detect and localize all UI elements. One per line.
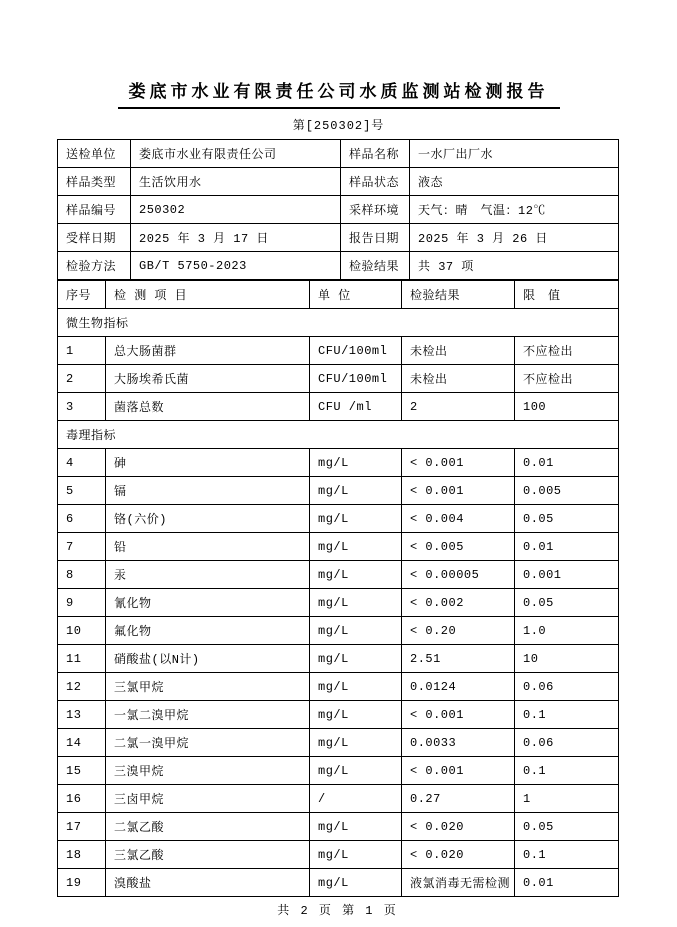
cell-result: 0.0033 (402, 729, 515, 757)
table-row (58, 813, 619, 841)
cell-result: 液氯消毒无需检测 (402, 869, 515, 897)
info-value: 液态 (410, 168, 619, 196)
table-row (58, 477, 619, 505)
cell-limit: 0.01 (515, 533, 619, 561)
cell-limit: 0.1 (515, 701, 619, 729)
cell-unit: mg/L (310, 477, 402, 505)
cell-item: 大肠埃希氏菌 (106, 365, 310, 393)
info-label: 检验方法 (58, 252, 131, 280)
cell-limit: 100 (515, 393, 619, 421)
cell-unit: mg/L (310, 561, 402, 589)
header-result: 检验结果 (402, 281, 515, 309)
cell-unit: mg/L (310, 589, 402, 617)
cell-item: 二氯乙酸 (106, 813, 310, 841)
table-row (58, 561, 619, 589)
cell-item: 镉 (106, 477, 310, 505)
cell-limit: 1.0 (515, 617, 619, 645)
info-label: 样品类型 (58, 168, 131, 196)
cell-no: 19 (58, 869, 106, 897)
section-label: 毒理指标 (58, 421, 619, 449)
cell-unit: mg/L (310, 617, 402, 645)
cell-result: 0.27 (402, 785, 515, 813)
cell-result: 0.0124 (402, 673, 515, 701)
cell-no: 15 (58, 757, 106, 785)
info-label: 检验结果 (341, 252, 410, 280)
cell-unit: / (310, 785, 402, 813)
cell-limit: 0.05 (515, 505, 619, 533)
section-row (58, 309, 619, 337)
cell-result: < 0.020 (402, 813, 515, 841)
cell-no: 12 (58, 673, 106, 701)
results-header-row (58, 281, 619, 309)
cell-item: 三氯甲烷 (106, 673, 310, 701)
cell-item: 铅 (106, 533, 310, 561)
cell-limit: 0.05 (515, 589, 619, 617)
info-value: 生活饮用水 (131, 168, 341, 196)
info-value: 共 37 项 (410, 252, 619, 280)
report-number: 第[250302]号 (292, 119, 385, 133)
info-value: 一水厂出厂水 (410, 140, 619, 168)
cell-result: < 0.001 (402, 477, 515, 505)
cell-result: < 0.00005 (402, 561, 515, 589)
cell-item: 溴酸盐 (106, 869, 310, 897)
cell-no: 16 (58, 785, 106, 813)
cell-no: 3 (58, 393, 106, 421)
cell-unit: mg/L (310, 869, 402, 897)
title-underline (118, 107, 560, 109)
info-row (58, 196, 619, 224)
cell-result: < 0.020 (402, 841, 515, 869)
cell-no: 9 (58, 589, 106, 617)
cell-no: 1 (58, 337, 106, 365)
cell-unit: mg/L (310, 701, 402, 729)
cell-item: 三卤甲烷 (106, 785, 310, 813)
cell-limit: 0.01 (515, 449, 619, 477)
cell-limit: 不应检出 (515, 337, 619, 365)
cell-no: 11 (58, 645, 106, 673)
table-row (58, 729, 619, 757)
table-row (58, 365, 619, 393)
cell-no: 8 (58, 561, 106, 589)
cell-limit: 0.01 (515, 869, 619, 897)
cell-unit: mg/L (310, 729, 402, 757)
cell-result: < 0.001 (402, 757, 515, 785)
table-row (58, 617, 619, 645)
cell-no: 5 (58, 477, 106, 505)
header-limit: 限 值 (515, 281, 619, 309)
table-row (58, 337, 619, 365)
cell-result: 未检出 (402, 337, 515, 365)
info-value: GB/T 5750-2023 (131, 252, 341, 280)
page-title: 娄底市水业有限责任公司水质监测站检测报告 (128, 84, 549, 103)
cell-item: 氟化物 (106, 617, 310, 645)
cell-limit: 0.06 (515, 673, 619, 701)
cell-unit: CFU/100ml (310, 337, 402, 365)
info-label: 采样环境 (341, 196, 410, 224)
cell-limit: 0.1 (515, 757, 619, 785)
cell-item: 一氯二溴甲烷 (106, 701, 310, 729)
page-indicator: 共 2 页 第 1 页 (277, 904, 398, 918)
info-label: 样品状态 (341, 168, 410, 196)
cell-limit: 不应检出 (515, 365, 619, 393)
cell-no: 14 (58, 729, 106, 757)
info-value: 娄底市水业有限责任公司 (131, 140, 341, 168)
cell-no: 7 (58, 533, 106, 561)
cell-result: < 0.001 (402, 701, 515, 729)
cell-limit: 0.06 (515, 729, 619, 757)
cell-no: 18 (58, 841, 106, 869)
cell-result: 2.51 (402, 645, 515, 673)
info-row (58, 224, 619, 252)
table-row (58, 757, 619, 785)
cell-unit: mg/L (310, 505, 402, 533)
sample-info-table (57, 139, 619, 280)
cell-limit: 0.001 (515, 561, 619, 589)
cell-no: 10 (58, 617, 106, 645)
cell-item: 二氯一溴甲烷 (106, 729, 310, 757)
cell-unit: mg/L (310, 841, 402, 869)
cell-item: 砷 (106, 449, 310, 477)
info-value: 2025 年 3 月 26 日 (410, 224, 619, 252)
cell-item: 三溴甲烷 (106, 757, 310, 785)
cell-limit: 1 (515, 785, 619, 813)
cell-no: 13 (58, 701, 106, 729)
table-row (58, 841, 619, 869)
table-row (58, 645, 619, 673)
cell-item: 菌落总数 (106, 393, 310, 421)
info-row (58, 140, 619, 168)
info-value: 2025 年 3 月 17 日 (131, 224, 341, 252)
info-label: 送检单位 (58, 140, 131, 168)
cell-unit: mg/L (310, 813, 402, 841)
cell-limit: 0.05 (515, 813, 619, 841)
info-label: 样品编号 (58, 196, 131, 224)
info-value: 天气：晴 气温：12℃ (410, 196, 619, 224)
cell-no: 4 (58, 449, 106, 477)
cell-no: 6 (58, 505, 106, 533)
info-label: 报告日期 (341, 224, 410, 252)
info-label: 样品名称 (341, 140, 410, 168)
table-row (58, 869, 619, 897)
cell-item: 汞 (106, 561, 310, 589)
cell-result: 2 (402, 393, 515, 421)
cell-item: 硝酸盐(以N计) (106, 645, 310, 673)
cell-unit: CFU/100ml (310, 365, 402, 393)
cell-unit: mg/L (310, 645, 402, 673)
cell-item: 三氯乙酸 (106, 841, 310, 869)
info-row (58, 252, 619, 280)
info-label: 受样日期 (58, 224, 131, 252)
cell-unit: CFU /ml (310, 393, 402, 421)
cell-limit: 0.005 (515, 477, 619, 505)
cell-unit: mg/L (310, 533, 402, 561)
cell-item: 总大肠菌群 (106, 337, 310, 365)
cell-limit: 0.1 (515, 841, 619, 869)
cell-unit: mg/L (310, 449, 402, 477)
cell-no: 2 (58, 365, 106, 393)
table-row (58, 589, 619, 617)
table-row (58, 393, 619, 421)
cell-result: < 0.002 (402, 589, 515, 617)
section-row (58, 421, 619, 449)
cell-item: 铬(六价) (106, 505, 310, 533)
cell-item: 氰化物 (106, 589, 310, 617)
table-row (58, 701, 619, 729)
cell-result: < 0.005 (402, 533, 515, 561)
section-label: 微生物指标 (58, 309, 619, 337)
header-unit: 单 位 (310, 281, 402, 309)
info-value: 250302 (131, 196, 341, 224)
header-item: 检 测 项 目 (106, 281, 310, 309)
cell-result: < 0.001 (402, 449, 515, 477)
cell-unit: mg/L (310, 673, 402, 701)
cell-limit: 10 (515, 645, 619, 673)
cell-result: 未检出 (402, 365, 515, 393)
cell-unit: mg/L (310, 757, 402, 785)
header-no: 序号 (58, 281, 106, 309)
info-row (58, 168, 619, 196)
results-table (57, 280, 619, 897)
cell-result: < 0.004 (402, 505, 515, 533)
cell-result: < 0.20 (402, 617, 515, 645)
table-row (58, 505, 619, 533)
table-row (58, 673, 619, 701)
table-row (58, 533, 619, 561)
table-row (58, 449, 619, 477)
cell-no: 17 (58, 813, 106, 841)
table-row (58, 785, 619, 813)
